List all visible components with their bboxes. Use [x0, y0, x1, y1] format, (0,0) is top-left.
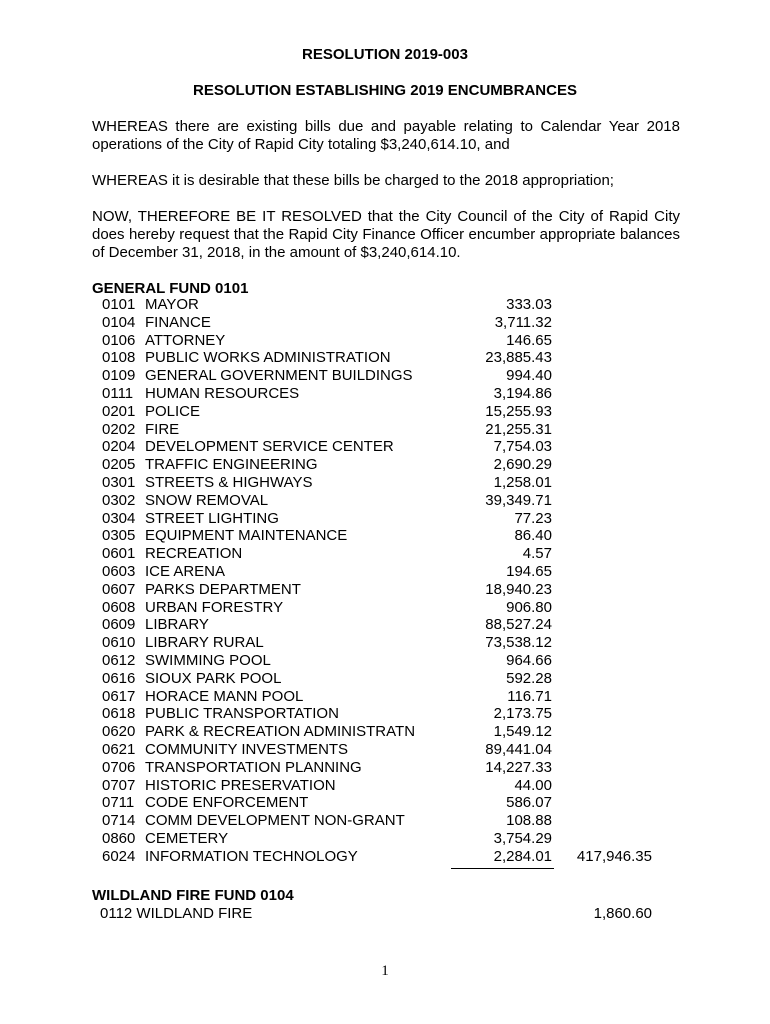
department-code: 0111 — [102, 385, 134, 402]
department-amount: 15,255.93 — [485, 402, 552, 420]
department-name: LIBRARY — [145, 616, 209, 634]
department-name: INFORMATION TECHNOLOGY — [145, 847, 358, 865]
department-amount: 906.80 — [506, 598, 552, 616]
department-name: URBAN FORESTRY — [145, 598, 284, 616]
department-amount: 23,885.43 — [485, 349, 552, 367]
table-row — [0, 349, 770, 367]
department-code: 0610 — [102, 634, 136, 652]
department-amount: 3,194.86 — [493, 385, 552, 402]
department-amount: 44.00 — [514, 776, 552, 794]
table-row — [0, 794, 770, 812]
wildland-fund-heading: WILDLAND FIRE FUND 0104 — [92, 887, 294, 904]
table-row — [0, 830, 770, 848]
department-name: HISTORIC PRESERVATION — [145, 776, 336, 794]
department-code: 0609 — [102, 616, 136, 634]
table-row — [0, 705, 770, 723]
table-row — [0, 456, 770, 474]
table-row — [0, 385, 770, 403]
department-code: 0714 — [102, 812, 136, 830]
table-row — [0, 510, 770, 528]
resolved-paragraph: NOW, THEREFORE BE IT RESOLVED that the City Council of the City of Rapid City does hereby request that the Rapid City Finance Officer encumber appropriate balances of December 31, 2018, in the amount of $3,240,614.10. — [92, 208, 680, 261]
department-name: EQUIPMENT MAINTENANCE — [145, 527, 348, 545]
table-row — [0, 670, 770, 688]
table-row — [0, 421, 770, 439]
department-code: 0302 — [102, 491, 136, 509]
department-code: 0305 — [102, 527, 136, 545]
department-name: RECREATION — [145, 545, 243, 563]
department-name: POLICE — [145, 402, 201, 420]
department-name: CEMETERY — [145, 830, 229, 847]
department-name: HORACE MANN POOL — [145, 687, 304, 705]
department-name: PARK & RECREATION ADMINISTRATN — [145, 723, 416, 741]
whereas-paragraph-2: WHEREAS it is desirable that these bills be charged to the 2018 appropriation; — [92, 172, 614, 189]
department-amount: 77.23 — [514, 509, 552, 527]
wildland-fund-total: 1,860.60 — [593, 905, 652, 922]
table-row — [0, 492, 770, 510]
table-row — [0, 527, 770, 545]
department-name: MAYOR — [145, 296, 199, 313]
page-number: 1 — [381, 963, 389, 979]
table-row — [0, 634, 770, 652]
table-row — [0, 777, 770, 795]
department-code: 0106 — [102, 331, 136, 349]
department-amount: 333.03 — [506, 296, 552, 313]
department-amount: 3,754.29 — [493, 830, 552, 847]
department-name: TRAFFIC ENGINEERING — [145, 456, 318, 474]
department-amount: 116.71 — [507, 687, 552, 705]
department-name: PUBLIC WORKS ADMINISTRATION — [145, 349, 391, 367]
general-fund-total: 417,946.35 — [576, 847, 652, 865]
table-row — [0, 759, 770, 777]
general-fund-heading: GENERAL FUND 0101 — [92, 280, 249, 297]
table-row — [0, 812, 770, 830]
table-row — [0, 599, 770, 617]
department-name: SWIMMING POOL — [145, 652, 271, 669]
department-amount: 994.40 — [506, 367, 552, 385]
department-amount: 592.28 — [506, 669, 552, 687]
department-code: 0612 — [102, 652, 136, 669]
department-amount: 1,258.01 — [493, 474, 552, 491]
department-name: SIOUX PARK POOL — [145, 669, 282, 687]
department-code: 0706 — [102, 758, 136, 776]
department-name: FIRE — [145, 420, 180, 438]
table-row — [0, 545, 770, 563]
whereas-paragraph-1: WHEREAS there are existing bills due and payable relating to Calendar Year 2018 operations of the City of Rapid City totaling $3,240,614.10, and — [92, 118, 680, 153]
department-code: 0202 — [102, 420, 136, 438]
department-amount: 108.88 — [506, 812, 552, 830]
table-row — [0, 581, 770, 599]
department-name: GENERAL GOVERNMENT BUILDINGS — [145, 367, 413, 385]
department-code: 0603 — [102, 563, 136, 580]
department-name: PARKS DEPARTMENT — [145, 580, 301, 598]
department-amount: 586.07 — [506, 794, 552, 812]
department-code: 0618 — [102, 705, 136, 723]
department-name: COMMUNITY INVESTMENTS — [145, 741, 349, 758]
department-name: PUBLIC TRANSPORTATION — [145, 705, 339, 723]
document-title: RESOLUTION 2019-003 — [302, 46, 468, 63]
table-row — [0, 741, 770, 759]
department-name: SNOW REMOVAL — [145, 491, 269, 509]
department-code: 0101 — [102, 296, 136, 313]
department-amount: 146.65 — [506, 331, 552, 349]
table-row — [0, 296, 770, 314]
department-code: 0204 — [102, 438, 136, 456]
department-amount: 2,284.01 — [493, 847, 552, 865]
department-code: 0301 — [102, 474, 136, 491]
department-code: 0205 — [102, 456, 136, 474]
table-row — [0, 438, 770, 456]
department-amount: 86.40 — [514, 527, 552, 545]
department-name: STREETS & HIGHWAYS — [145, 474, 313, 491]
table-row — [0, 723, 770, 741]
department-code: 0707 — [102, 776, 136, 794]
table-row — [0, 563, 770, 581]
department-code: 0601 — [102, 545, 136, 563]
department-code: 0621 — [102, 741, 136, 758]
department-code: 6024 — [102, 847, 136, 865]
department-name: ATTORNEY — [145, 331, 226, 349]
table-row — [0, 688, 770, 706]
department-code: 0711 — [102, 794, 135, 812]
department-name: CODE ENFORCEMENT — [145, 794, 309, 812]
department-name: HUMAN RESOURCES — [145, 385, 300, 402]
department-amount: 88,527.24 — [485, 616, 552, 634]
department-amount: 964.66 — [506, 652, 552, 669]
document-subtitle: RESOLUTION ESTABLISHING 2019 ENCUMBRANCES — [193, 82, 577, 99]
department-code: 0616 — [102, 669, 136, 687]
table-row — [0, 848, 770, 866]
department-amount: 73,538.12 — [485, 634, 552, 652]
table-row — [0, 314, 770, 332]
department-code: 0108 — [102, 349, 136, 367]
department-amount: 18,940.23 — [485, 580, 552, 598]
department-amount: 21,255.31 — [485, 420, 552, 438]
department-name: FINANCE — [145, 313, 211, 331]
department-code: 0617 — [102, 687, 136, 705]
wildland-fund-label: 0112 WILDLAND FIRE — [100, 905, 253, 922]
department-amount: 194.65 — [506, 563, 552, 580]
department-code: 0104 — [102, 313, 136, 331]
department-amount: 2,173.75 — [493, 705, 552, 723]
department-code: 0304 — [102, 509, 136, 527]
department-name: STREET LIGHTING — [145, 509, 279, 527]
table-row — [0, 474, 770, 492]
department-amount: 3,711.32 — [494, 313, 552, 331]
department-amount: 89,441.04 — [485, 741, 552, 758]
table-row — [0, 652, 770, 670]
department-name: ICE ARENA — [145, 563, 226, 580]
department-code: 0109 — [102, 367, 136, 385]
department-amount: 14,227.33 — [485, 758, 552, 776]
table-row — [0, 403, 770, 421]
department-name: TRANSPORTATION PLANNING — [145, 758, 362, 776]
department-amount: 7,754.03 — [493, 438, 552, 456]
department-amount: 1,549.12 — [493, 723, 552, 741]
department-code: 0608 — [102, 598, 136, 616]
department-amount: 2,690.29 — [493, 456, 552, 474]
department-name: LIBRARY RURAL — [145, 634, 264, 652]
table-row — [0, 616, 770, 634]
subtotal-rule — [451, 868, 554, 869]
department-amount: 4.57 — [522, 545, 552, 563]
department-name: COMM DEVELOPMENT NON-GRANT — [145, 812, 405, 830]
table-row — [0, 367, 770, 385]
table-row — [0, 332, 770, 350]
department-code: 0620 — [102, 723, 136, 741]
department-name: DEVELOPMENT SERVICE CENTER — [145, 438, 394, 456]
department-code: 0201 — [102, 402, 136, 420]
department-code: 0607 — [102, 580, 136, 598]
department-code: 0860 — [102, 830, 136, 847]
department-amount: 39,349.71 — [485, 491, 552, 509]
